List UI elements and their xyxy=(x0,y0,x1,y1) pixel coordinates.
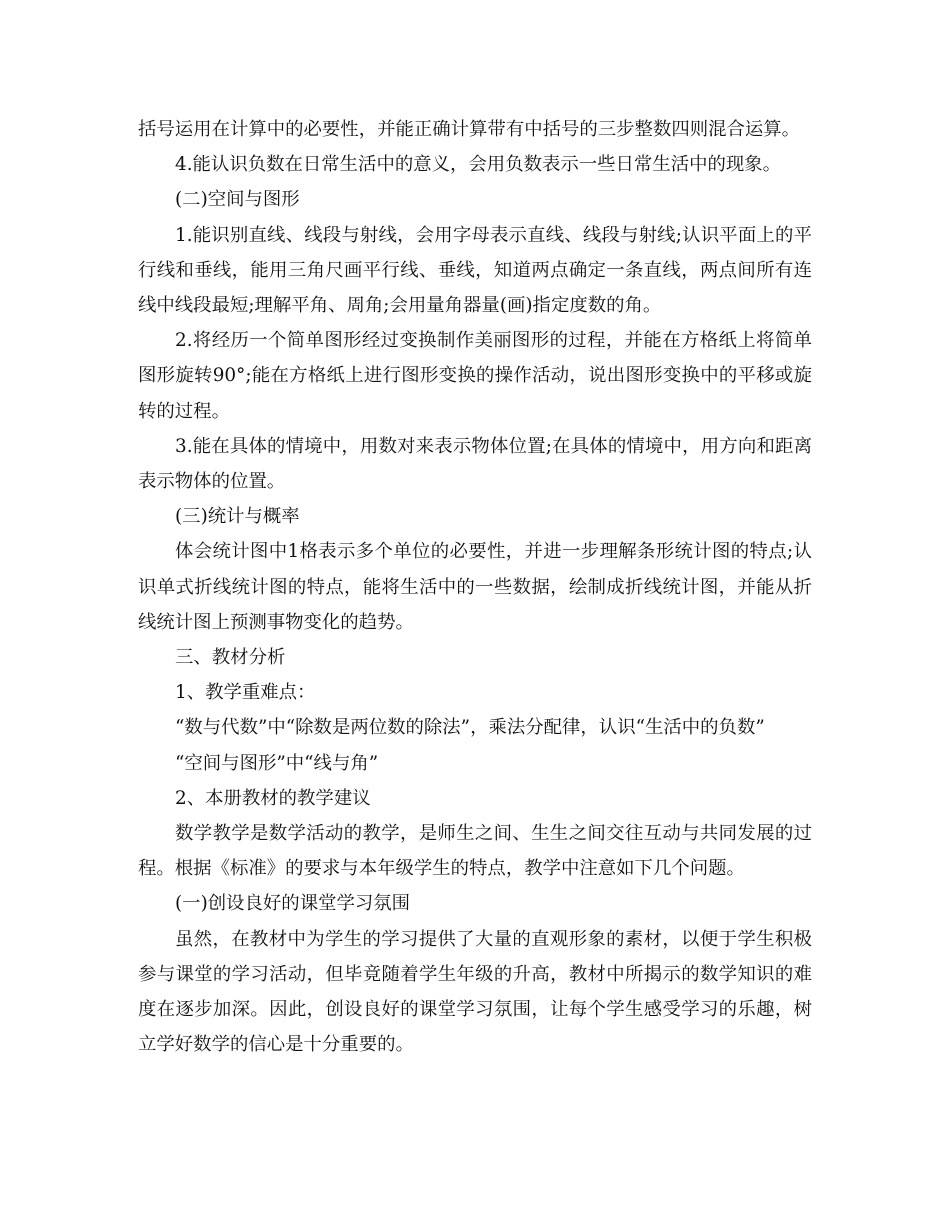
heading-classroom-atmosphere: (一)创设良好的课堂学习氛围 xyxy=(175,893,411,915)
paragraph-key-points-numbers: “数与代数”中“除数是两位数的除法”，乘法分配律，认识“生活中的负数” xyxy=(175,717,765,739)
paragraph-continuation: 括号运用在计算中的必要性，并能正确计算带有中括号的三步整数四则混合运算。 xyxy=(138,119,801,140)
heading-space-and-shapes: (二)空间与图形 xyxy=(175,189,300,211)
heading-textbook-analysis: 三、教材分析 xyxy=(175,647,286,669)
paragraph-statistics: 体会统计图中1格表示多个单位的必要性，并进一步理解条形统计图的特点;认识单式折线统计图的特点，能将生活中的一些数据，绘制成折线统计图，并能从折线统计图上预测事物变化的趋势。 xyxy=(138,541,812,633)
document-page xyxy=(138,112,812,1062)
paragraph-key-points-shapes: “空间与图形”中“线与角” xyxy=(175,752,379,774)
paragraph-lines-and-angles: 1.能识别直线、线段与射线，会用字母表示直线、线段与射线;认识平面上的平行线和垂线，能用三角尺画平行线、垂线，知道两点确定一条直线，两点间所有连线中线段最短;理解平角、周角;会用量角器量(画)指定度数的角。 xyxy=(138,224,812,317)
heading-key-points: 1、教学重难点： xyxy=(175,682,316,704)
heading-teaching-suggestions: 2、本册教材的教学建议 xyxy=(175,787,371,809)
heading-statistics: (三)统计与概率 xyxy=(175,506,300,528)
paragraph-position: 3.能在具体的情境中，用数对来表示物体位置;在具体的情境中，用方向和距离表示物体的位置。 xyxy=(138,435,812,493)
paragraph-teaching-intro: 数学教学是数学活动的教学，是师生之间、生生之间交往互动与共同发展的过程。根据《标准》的要求与本年级学生的特点，教学中注意如下几个问题。 xyxy=(138,823,812,880)
paragraph-transformations: 2.将经历一个简单图形经过变换制作美丽图形的过程，并能在方格纸上将简单图形旋转90°;能在方格纸上进行图形变换的操作活动，说出图形变换中的平移或旋转的过程。 xyxy=(138,330,812,422)
paragraph-classroom-atmosphere: 虽然，在教材中为学生的学习提供了大量的直观形象的素材，以便于学生积极参与课堂的学习活动，但毕竟随着学生年级的升高，教材中所揭示的数学知识的难度在逐步加深。因此，创设良好的课堂学习氛围，让每个学生感受学习的乐趣，树立学好数学的信心是十分重要的。 xyxy=(138,928,812,1056)
paragraph-negative-numbers: 4.能认识负数在日常生活中的意义，会用负数表示一些日常生活中的现象。 xyxy=(175,154,782,176)
